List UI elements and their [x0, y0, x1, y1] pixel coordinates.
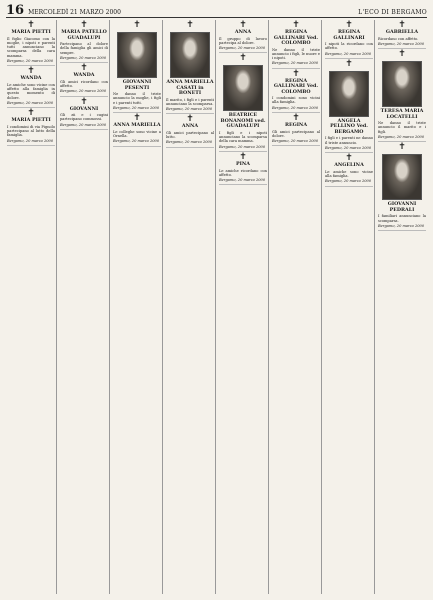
- portrait-photo: [117, 32, 157, 78]
- notice-text: I nipoti la ricordano con affetto.: [325, 42, 373, 51]
- page-date: MERCOLEDÌ 21 MARZO 2000: [28, 9, 121, 16]
- cross-icon: ✝: [345, 20, 353, 30]
- notice-text: Ricordano con affetto.: [378, 36, 419, 41]
- obituary-notice: [113, 113, 161, 146]
- notice-text: Le colleghe sono vicine a Ornella.: [113, 129, 161, 138]
- notice-place-date: Bergamo, 20 marzo 2000: [272, 61, 319, 66]
- deceased-name: REGINA GALLINARI: [333, 29, 365, 41]
- cross-icon: ✝: [239, 53, 247, 64]
- notice-place-date: Bergamo, 20 marzo 2000: [113, 139, 160, 144]
- portrait-photo: [223, 65, 263, 111]
- notice-text: Gli amici partecipano al dolore.: [272, 129, 320, 138]
- deceased-name: REGINA GALLINARI Ved. COLOMBO: [273, 77, 319, 95]
- obituary-notice: [378, 49, 426, 142]
- portrait-photo: [382, 154, 422, 200]
- obituary-notice: [325, 153, 373, 186]
- deceased-name: GIOVANNI PEDRALI: [387, 201, 417, 213]
- page-header: [6, 4, 427, 18]
- newspaper-name: L'ECO DI BERGAMO: [358, 9, 427, 16]
- deceased-name: WANDA: [73, 72, 95, 79]
- cross-icon: ✝: [292, 68, 300, 79]
- notice-text: I figli e i parenti ne danno il triste annuncio.: [325, 136, 373, 145]
- obituary-notice: [219, 20, 267, 53]
- obituary-notice: [378, 20, 426, 49]
- notice-place-date: Bergamo, 20 marzo 2000: [7, 100, 54, 105]
- cross-icon: ✝: [186, 20, 194, 30]
- deceased-name: GIOVANNI: [69, 105, 99, 112]
- notice-place-date: Bergamo, 20 marzo 2000: [378, 41, 425, 46]
- deceased-name: GIOVANNI PESENTI: [122, 79, 152, 91]
- deceased-name: MARIA PATELLO GUADALUPI: [61, 29, 107, 41]
- cross-icon: ✝: [80, 96, 88, 107]
- obituary-columns: [6, 20, 427, 594]
- deceased-name: ANGELA PELLINO Ved. BERGAMO: [330, 117, 368, 135]
- obituary-notice: [60, 97, 108, 130]
- column-5: [218, 20, 269, 594]
- notice-text: Le amiche ricordano con affetto.: [219, 168, 267, 177]
- deceased-name: BEATRICE BONANOMI ved. GUADALUPI: [220, 112, 266, 130]
- notice-place-date: Bergamo, 20 marzo 2000: [272, 139, 319, 144]
- obituary-notice: [113, 20, 161, 113]
- deceased-name: MARIA PIETTI: [11, 117, 51, 124]
- cross-icon: ✝: [398, 49, 406, 60]
- deceased-name: GABRIELLA: [385, 29, 419, 35]
- cross-icon: ✝: [133, 20, 141, 30]
- obituary-notice: [325, 20, 373, 59]
- notice-place-date: Bergamo, 20 marzo 2000: [7, 58, 54, 63]
- obituary-notice: [166, 114, 214, 147]
- notice-place-date: Bergamo, 20 marzo 2000: [272, 105, 319, 110]
- obituary-notice: [166, 20, 214, 114]
- column-3: [112, 20, 163, 594]
- column-8: [377, 20, 427, 594]
- notice-text: Il marito, i figli e i parenti annunciano la scomparsa.: [166, 97, 214, 106]
- deceased-name: ANNA MARIELLA CASATI in BONETI: [166, 79, 214, 96]
- notice-text: Gli amici ricordano con affetto.: [60, 79, 108, 88]
- cross-icon: ✝: [398, 142, 406, 153]
- notice-place-date: Bergamo, 20 marzo 2000: [325, 145, 372, 150]
- column-2: [59, 20, 110, 594]
- notice-place-date: Bergamo, 20 marzo 2000: [113, 105, 160, 110]
- notice-text: Il figlio Giacomo con la moglie, i nipoti e parenti tutti annunciano la scomparsa della cara mamma.: [7, 36, 55, 58]
- deceased-name: REGINA GALLINARI Ved. COLOMBO: [273, 29, 319, 46]
- cross-icon: ✝: [292, 20, 300, 30]
- notice-text: Le amiche sono vicine alla famiglia.: [325, 169, 373, 179]
- page-number: 16: [6, 3, 25, 18]
- obituary-notice: [7, 108, 55, 146]
- notice-text: I condomini sono vicini alla famiglia.: [272, 96, 320, 105]
- obituary-notice: [272, 20, 320, 69]
- column-1: [6, 20, 57, 594]
- deceased-name: ANNA: [181, 123, 199, 130]
- obituary-notice: [325, 59, 373, 153]
- column-6: [271, 20, 322, 594]
- notice-text: Ne danno il triste annuncio la moglie, i figli e i parenti tutti.: [113, 92, 161, 105]
- portrait-photo: [382, 61, 422, 107]
- notice-place-date: Bergamo, 20 marzo 2000: [166, 107, 213, 112]
- cross-icon: ✝: [27, 108, 35, 119]
- deceased-name: ANNA MARIELLA: [113, 122, 161, 129]
- column-4: [165, 20, 216, 594]
- deceased-name: MARIA PIETTI: [11, 29, 51, 35]
- cross-icon: ✝: [239, 152, 247, 163]
- notice-text: I figli e i nipoti annunciano la scomparsa della cara mamma.: [219, 130, 267, 144]
- notice-place-date: Bergamo, 20 marzo 2000: [166, 140, 213, 145]
- obituary-notice: [60, 63, 108, 96]
- portrait-photo: [329, 71, 369, 117]
- notice-place-date: Bergamo, 20 marzo 2000: [219, 144, 266, 149]
- deceased-name: PINA: [236, 161, 250, 168]
- cross-icon: ✝: [345, 58, 353, 69]
- notice-place-date: Bergamo, 20 marzo 2000: [325, 179, 372, 184]
- cross-icon: ✝: [133, 113, 141, 124]
- obituary-notice: [378, 142, 426, 231]
- column-7: [324, 20, 375, 594]
- cross-icon: ✝: [345, 153, 353, 164]
- cross-icon: ✝: [186, 114, 194, 125]
- notice-text: I condomini di via Pignolo partecipano al lutto della famiglia.: [7, 124, 55, 138]
- obituary-notice: [219, 53, 267, 152]
- cross-icon: ✝: [80, 20, 88, 30]
- deceased-name: ANGELINA: [334, 162, 364, 169]
- notice-place-date: Bergamo, 20 marzo 2000: [378, 134, 425, 139]
- notice-text: Le amiche sono vicine con affetto alla famiglia in questo momento di dolore.: [7, 82, 55, 100]
- obituary-notice: [272, 113, 320, 146]
- obituary-notice: [272, 69, 320, 113]
- cross-icon: ✝: [27, 20, 35, 30]
- deceased-name: ANNA: [234, 29, 252, 35]
- notice-place-date: Bergamo, 20 marzo 2000: [7, 138, 54, 143]
- cross-icon: ✝: [239, 20, 247, 30]
- cross-icon: ✝: [292, 113, 300, 124]
- notice-text: Gli zii e i cugini partecipano commossi.: [60, 113, 108, 122]
- cross-icon: ✝: [398, 20, 406, 30]
- notice-text: Ne danno il triste annuncio i figli, le nuore e i nipoti.: [272, 47, 320, 61]
- notice-place-date: Bergamo, 20 marzo 2000: [219, 46, 266, 51]
- obituary-notice: [7, 66, 55, 108]
- deceased-name: WANDA: [20, 75, 42, 82]
- notice-place-date: Bergamo, 20 marzo 2000: [60, 89, 107, 94]
- notice-place-date: Bergamo, 20 marzo 2000: [378, 223, 425, 228]
- notice-place-date: Bergamo, 20 marzo 2000: [325, 51, 372, 56]
- obituary-notice: [7, 20, 55, 66]
- notice-text: Partecipano al dolore della famiglia gli amici di sempre.: [60, 42, 108, 55]
- notice-text: Gli amici partecipano al lutto.: [166, 130, 214, 140]
- notice-place-date: Bergamo, 20 marzo 2000: [60, 122, 107, 127]
- deceased-name: REGINA: [284, 122, 308, 129]
- obituary-notice: [60, 20, 108, 63]
- cross-icon: ✝: [27, 66, 35, 77]
- notice-text: I familiari annunciano la scomparsa.: [378, 214, 426, 223]
- portrait-photo: [170, 32, 210, 78]
- obituary-notice: [219, 152, 267, 185]
- notice-place-date: Bergamo, 20 marzo 2000: [219, 178, 266, 183]
- notice-text: Ne danno il triste annuncio il marito e i figli.: [378, 121, 426, 134]
- notice-place-date: Bergamo, 20 marzo 2000: [60, 55, 107, 60]
- cross-icon: ✝: [80, 63, 88, 74]
- deceased-name: TERESA MARIA LOCATELLI: [380, 108, 424, 120]
- notice-text: Il gruppo di lavoro partecipa al dolore.: [219, 36, 267, 45]
